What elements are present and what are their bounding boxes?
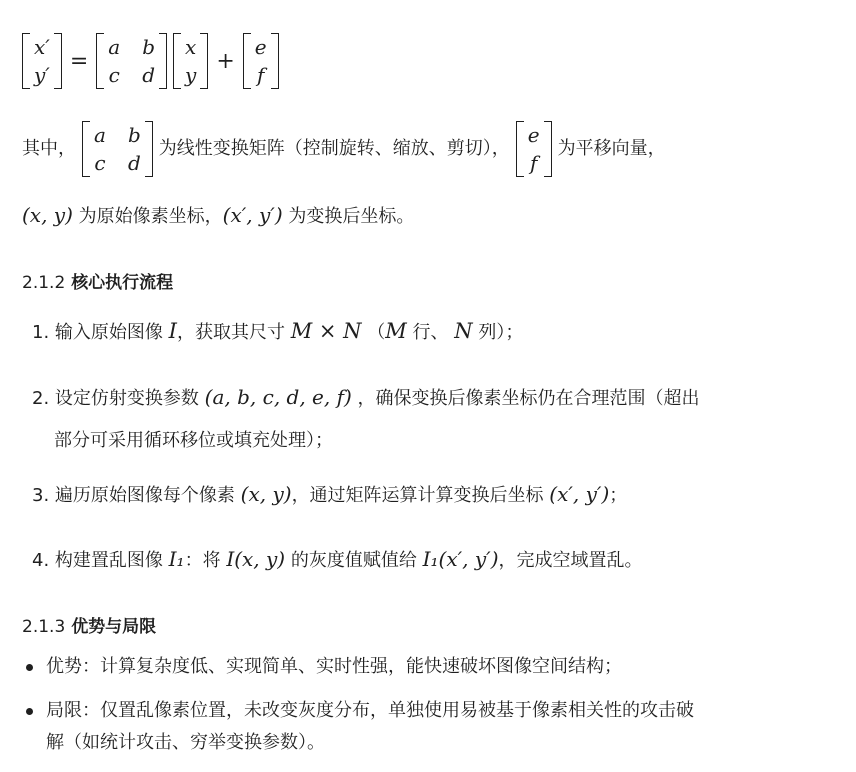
explain-matrix-a: a [94, 123, 106, 147]
vec-y: y [185, 63, 197, 87]
section-heading-213 [22, 612, 156, 637]
step-text: 遍历原始图像每个像素 [54, 485, 235, 506]
step-text: 构建置乱图像 [54, 550, 163, 571]
transformed-coord: (x′, y′) [222, 203, 283, 227]
explain-matrix-c: c [94, 151, 106, 175]
step-number: 2. [32, 388, 50, 409]
size-expr: M × N [290, 319, 362, 343]
step-3 [32, 481, 627, 509]
target-pixel-expr: I₁(x′, y′) [422, 547, 499, 571]
step-text: ，确保变换后像素坐标仍在合理范围（超出 [357, 388, 700, 409]
step-text: ：将 [184, 550, 221, 571]
bullet-text: 解（如统计攻击、穷举变换参数）。 [46, 732, 325, 753]
matrix-d: d [142, 63, 156, 87]
scrambled-image-symbol: I₁ [168, 547, 185, 571]
image-symbol: I [168, 319, 177, 343]
matrix-b: b [142, 35, 156, 59]
step-2 [32, 384, 700, 412]
explanation-line-1 [22, 116, 666, 182]
explain-vector-f: f [529, 151, 538, 175]
section-title: 核心执行流程 [71, 273, 174, 293]
step-text: （ [367, 322, 386, 343]
vec-x: x [185, 35, 197, 59]
original-coord: (x, y) [22, 203, 73, 227]
step-text: 行、 [412, 322, 449, 343]
params-expr: (a, b, c, d, e, f) [204, 385, 352, 409]
section-number: 2.1.2 [22, 273, 66, 293]
bullet-text: 优势：计算复杂度低、实现简单、实时性强，能快速破坏图像空间结构； [46, 656, 622, 677]
explain-matrix [82, 121, 153, 177]
step-2-continued [54, 428, 333, 454]
section-title: 优势与局限 [71, 617, 157, 637]
step-text: 部分可采用循环移位或填充处理）； [54, 430, 333, 451]
step-text: ； [609, 485, 628, 506]
step-text: 输入原始图像 [54, 322, 163, 343]
rows-symbol: M [385, 319, 407, 343]
input-vector [173, 33, 208, 89]
offset-vector [243, 33, 279, 89]
section-heading-212 [22, 268, 173, 293]
bullet-advantage [26, 654, 622, 680]
bullet-icon [26, 708, 33, 715]
explain-matrix-b: b [127, 123, 141, 147]
bullet-limitation [26, 698, 694, 724]
explain-mid: 为线性变换矩阵（控制旋转、缩放、剪切）， [158, 138, 510, 159]
step-text: ，完成空域置乱。 [498, 550, 643, 571]
explain-pre: 其中， [22, 138, 76, 159]
lhs-vector [22, 33, 62, 89]
explain2-text1: 为原始像素坐标， [78, 206, 223, 227]
new-pixel-coord: (x′, y′) [549, 482, 610, 506]
step-number: 3. [32, 485, 50, 506]
step-4 [32, 546, 643, 574]
plus-sign: + [216, 48, 235, 74]
step-number: 4. [32, 550, 50, 571]
matrix-a: a [108, 35, 121, 59]
explain-vector [516, 121, 552, 177]
step-text: ，通过矩阵运算计算变换后坐标 [291, 485, 544, 506]
bullet-limitation-continued [46, 730, 325, 756]
section-number: 2.1.3 [22, 617, 66, 637]
lhs-y-prime: y′ [34, 63, 50, 87]
transform-matrix [96, 33, 167, 89]
explain-post: 为平移向量， [557, 138, 666, 159]
explain-vector-e: e [527, 123, 540, 147]
step-text: 的灰度值赋值给 [290, 550, 417, 571]
affine-equation [22, 28, 279, 94]
pixel-coord: (x, y) [240, 482, 292, 506]
equals-sign: = [69, 48, 89, 74]
bullet-icon [26, 664, 33, 671]
bullet-text: 局限：仅置乱像素位置，未改变灰度分布，单独使用易被基于像素相关性的攻击破 [46, 700, 694, 721]
step-text: 列）； [478, 322, 524, 343]
step-text: ，获取其尺寸 [176, 322, 285, 343]
source-pixel-expr: I(x, y) [226, 547, 286, 571]
offset-f: f [257, 63, 265, 87]
explanation-line-2 [22, 202, 414, 230]
lhs-x-prime: x′ [34, 35, 50, 59]
cols-symbol: N [454, 319, 473, 343]
step-text: 设定仿射变换参数 [54, 388, 199, 409]
offset-e: e [254, 35, 267, 59]
matrix-c: c [108, 63, 120, 87]
step-number: 1. [32, 322, 50, 343]
explain-matrix-d: d [127, 151, 141, 175]
explain2-text2: 为变换后坐标。 [288, 206, 415, 227]
step-1 [32, 318, 523, 346]
